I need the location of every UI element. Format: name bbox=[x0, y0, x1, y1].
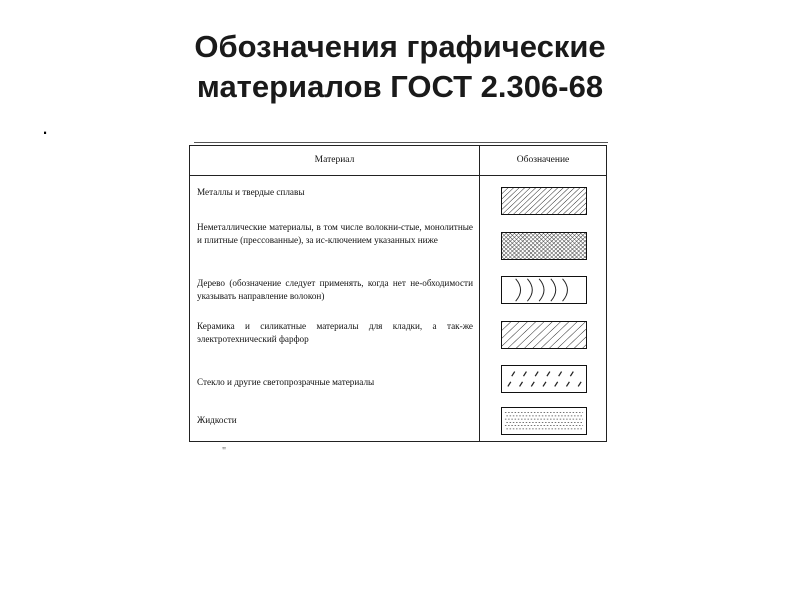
material-row-ceramics: Керамика и силикатные материалы для кладки, а так-же электротехнический фарфор bbox=[197, 321, 473, 345]
bullet-point: . bbox=[42, 114, 49, 139]
diagonal-hatch-icon bbox=[501, 187, 587, 215]
column-divider bbox=[479, 146, 480, 441]
table-header-row bbox=[190, 146, 606, 176]
materials-table bbox=[189, 145, 607, 442]
header-symbol: Обозначение bbox=[516, 155, 570, 165]
material-row-glass: Стекло и другие светопрозрачные материалы bbox=[197, 377, 375, 387]
material-row-liquids: Жидкости bbox=[197, 415, 237, 425]
material-row-nonmetallic: Неметаллические материалы, в том числе волокни-стые, монолитные и плитные (прессованные), за ис-ключением указанных ниже bbox=[197, 222, 473, 246]
slide-title-line-1: Обозначения графические bbox=[194, 28, 606, 64]
slide-title bbox=[0, 27, 800, 107]
glass-strokes-icon bbox=[501, 365, 587, 393]
footnote-mark: " bbox=[222, 446, 228, 457]
material-row-metals: Металлы и твердые сплавы bbox=[197, 187, 305, 197]
wide-diagonal-hatch-icon bbox=[501, 321, 587, 349]
table-top-rule bbox=[194, 142, 608, 143]
material-row-wood: Дерево (обозначение следует применять, когда нет не-обходимости указывать направление волокон) bbox=[197, 278, 473, 302]
header-material: Материал bbox=[314, 155, 355, 165]
liquid-dashes-icon bbox=[501, 407, 587, 435]
slide-title-line-2: материалов ГОСТ 2.306-68 bbox=[196, 68, 604, 104]
wood-arcs-icon bbox=[501, 276, 587, 304]
cross-hatch-icon bbox=[501, 232, 587, 260]
